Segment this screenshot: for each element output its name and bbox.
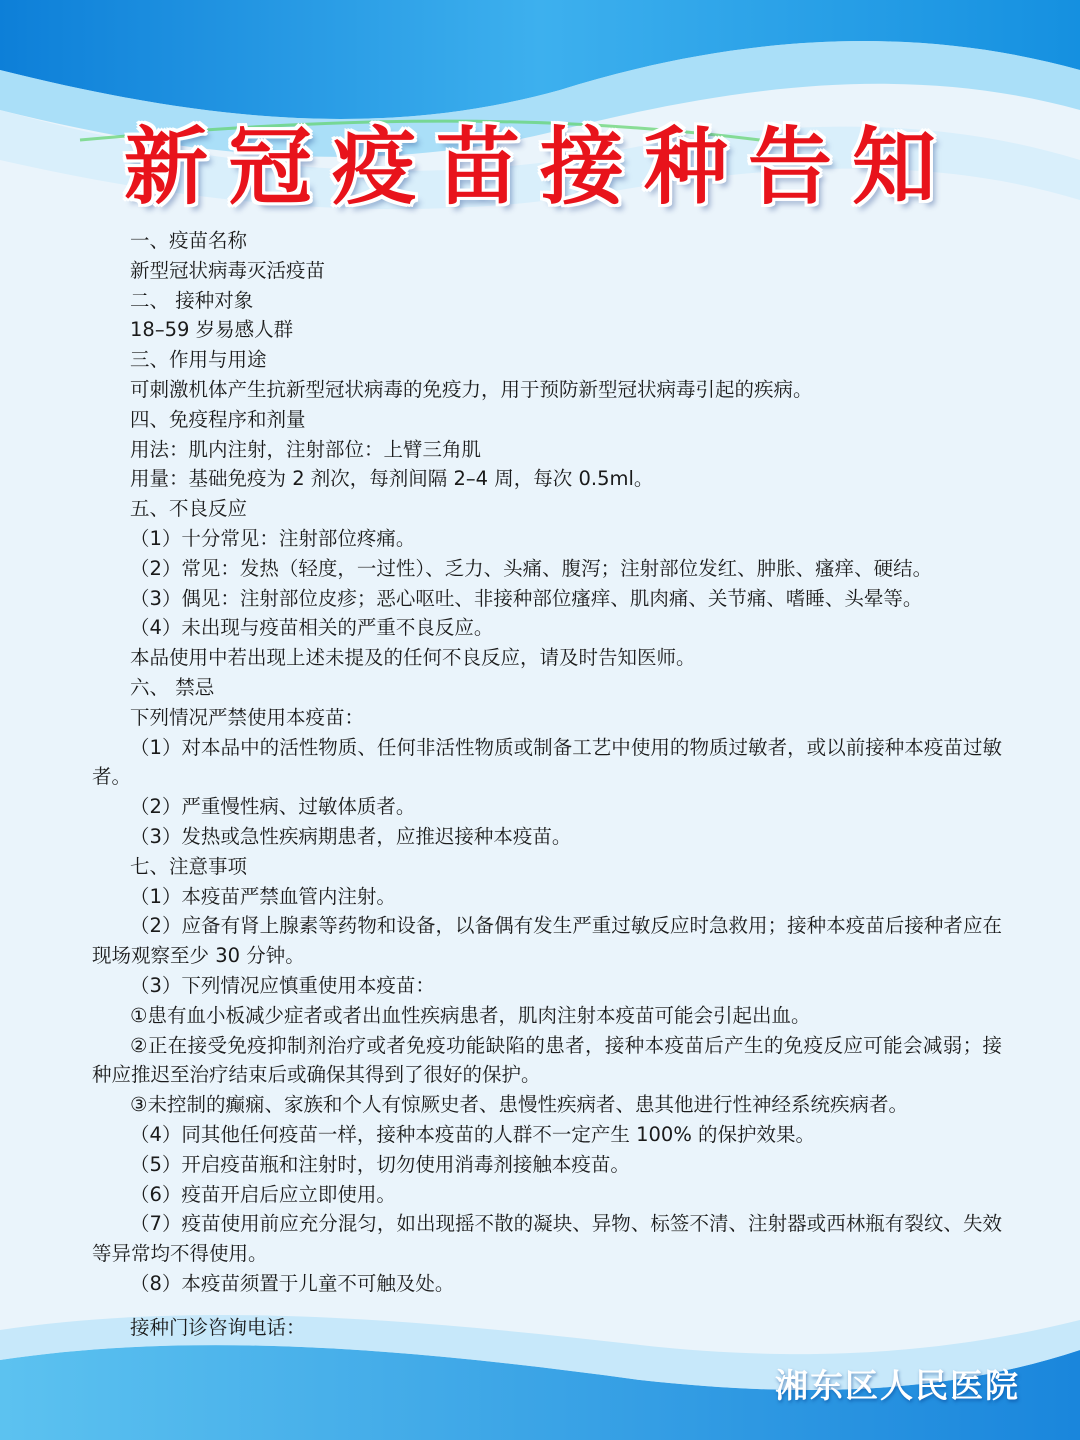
notice-line: ③未控制的癫痫、家族和个人有惊厥史者、患慢性疾病者、患其他进行性神经系统疾病者。 [130, 1093, 908, 1117]
section-heading: 六、 禁忌 [130, 675, 215, 699]
notice-line: （1）本疫苗严禁血管内注射。 [130, 884, 396, 908]
notice-line: 下列情况严禁使用本疫苗： [130, 705, 365, 729]
notice-line: ②正在接受免疫抑制剂治疗或者免疫功能缺陷的患者，接种本疫苗后产生的免疫反应可能会减弱；接种应推迟至治疗结束后或确保其得到了很好的保护。 [92, 1033, 1002, 1087]
notice-line: （2）常见：发热（轻度，一过性）、乏力、头痛、腹泻；注射部位发红、肿胀、瘙痒、硬结。 [130, 556, 933, 580]
notice-line: （8）本疫苗须置于儿童不可触及处。 [130, 1271, 455, 1295]
notice-line: （5）开启疫苗瓶和注射时，切勿使用消毒剂接触本疫苗。 [130, 1152, 630, 1176]
notice-line: ①患有血小板减少症者或者出血性疾病患者，肌肉注射本疫苗可能会引起出血。 [130, 1003, 811, 1027]
notice-line: 用量：基础免疫为 2 剂次，每剂间隔 2–4 周，每次 0.5ml。 [130, 467, 654, 491]
notice-line: （1）对本品中的活性物质、任何非活性物质或制备工艺中使用的物质过敏者，或以前接种本疫苗过敏者。 [92, 735, 1002, 789]
contact-phone-label: 接种门诊咨询电话： [130, 1316, 306, 1339]
notice-line: 新型冠状病毒灭活疫苗 [130, 258, 326, 282]
poster-title: 新冠疫苗接种告知 [123, 118, 956, 216]
section-heading: 七、注意事项 [130, 854, 248, 878]
notice-line: 可刺激机体产生抗新型冠状病毒的免疫力，用于预防新型冠状病毒引起的疾病。 [130, 377, 813, 401]
notice-line: （3）下列情况应慎重使用本疫苗： [130, 973, 435, 997]
notice-line: （2）应备有肾上腺素等药物和设备，以备偶有发生严重过敏反应时急救用；接种本疫苗后接种者应在现场观察至少 30 分钟。 [92, 914, 1002, 968]
section-heading: 二、 接种对象 [130, 288, 254, 312]
notice-line: （2）严重慢性病、过敏体质者。 [130, 795, 416, 819]
section-heading: 三、作用与用途 [130, 348, 267, 372]
notice-line: 本品使用中若出现上述未提及的任何不良反应，请及时告知医师。 [130, 646, 696, 670]
notice-line: （3）偶见：注射部位皮疹；恶心呕吐、非接种部位瘙痒、肌肉痛、关节痛、嗜睡、头晕等。 [130, 586, 923, 610]
notice-body [92, 226, 1002, 1299]
notice-line: （4）同其他任何疫苗一样，接种本疫苗的人群不一定产生 100% 的保护效果。 [130, 1122, 816, 1146]
notice-line: （7）疫苗使用前应充分混匀，如出现摇不散的凝块、异物、标签不清、注射器或西林瓶有裂纹、失效等异常均不得使用。 [92, 1212, 1002, 1266]
section-heading: 一、疫苗名称 [130, 229, 248, 252]
notice-line: （4）未出现与疫苗相关的严重不良反应。 [130, 616, 494, 640]
section-heading: 五、不良反应 [130, 497, 248, 521]
notice-line: （3）发热或急性疾病期患者，应推迟接种本疫苗。 [130, 824, 572, 848]
hospital-name: 湘东区人民医院 [775, 1366, 1020, 1405]
notice-line: 用法：肌内注射，注射部位：上臂三角肌 [130, 437, 482, 461]
notice-line: （6）疫苗开启后应立即使用。 [130, 1182, 396, 1206]
notice-line: （1）十分常见：注射部位疼痛。 [130, 526, 416, 550]
notice-line: 18–59 岁易感人群 [130, 318, 294, 342]
section-heading: 四、免疫程序和剂量 [130, 407, 306, 431]
